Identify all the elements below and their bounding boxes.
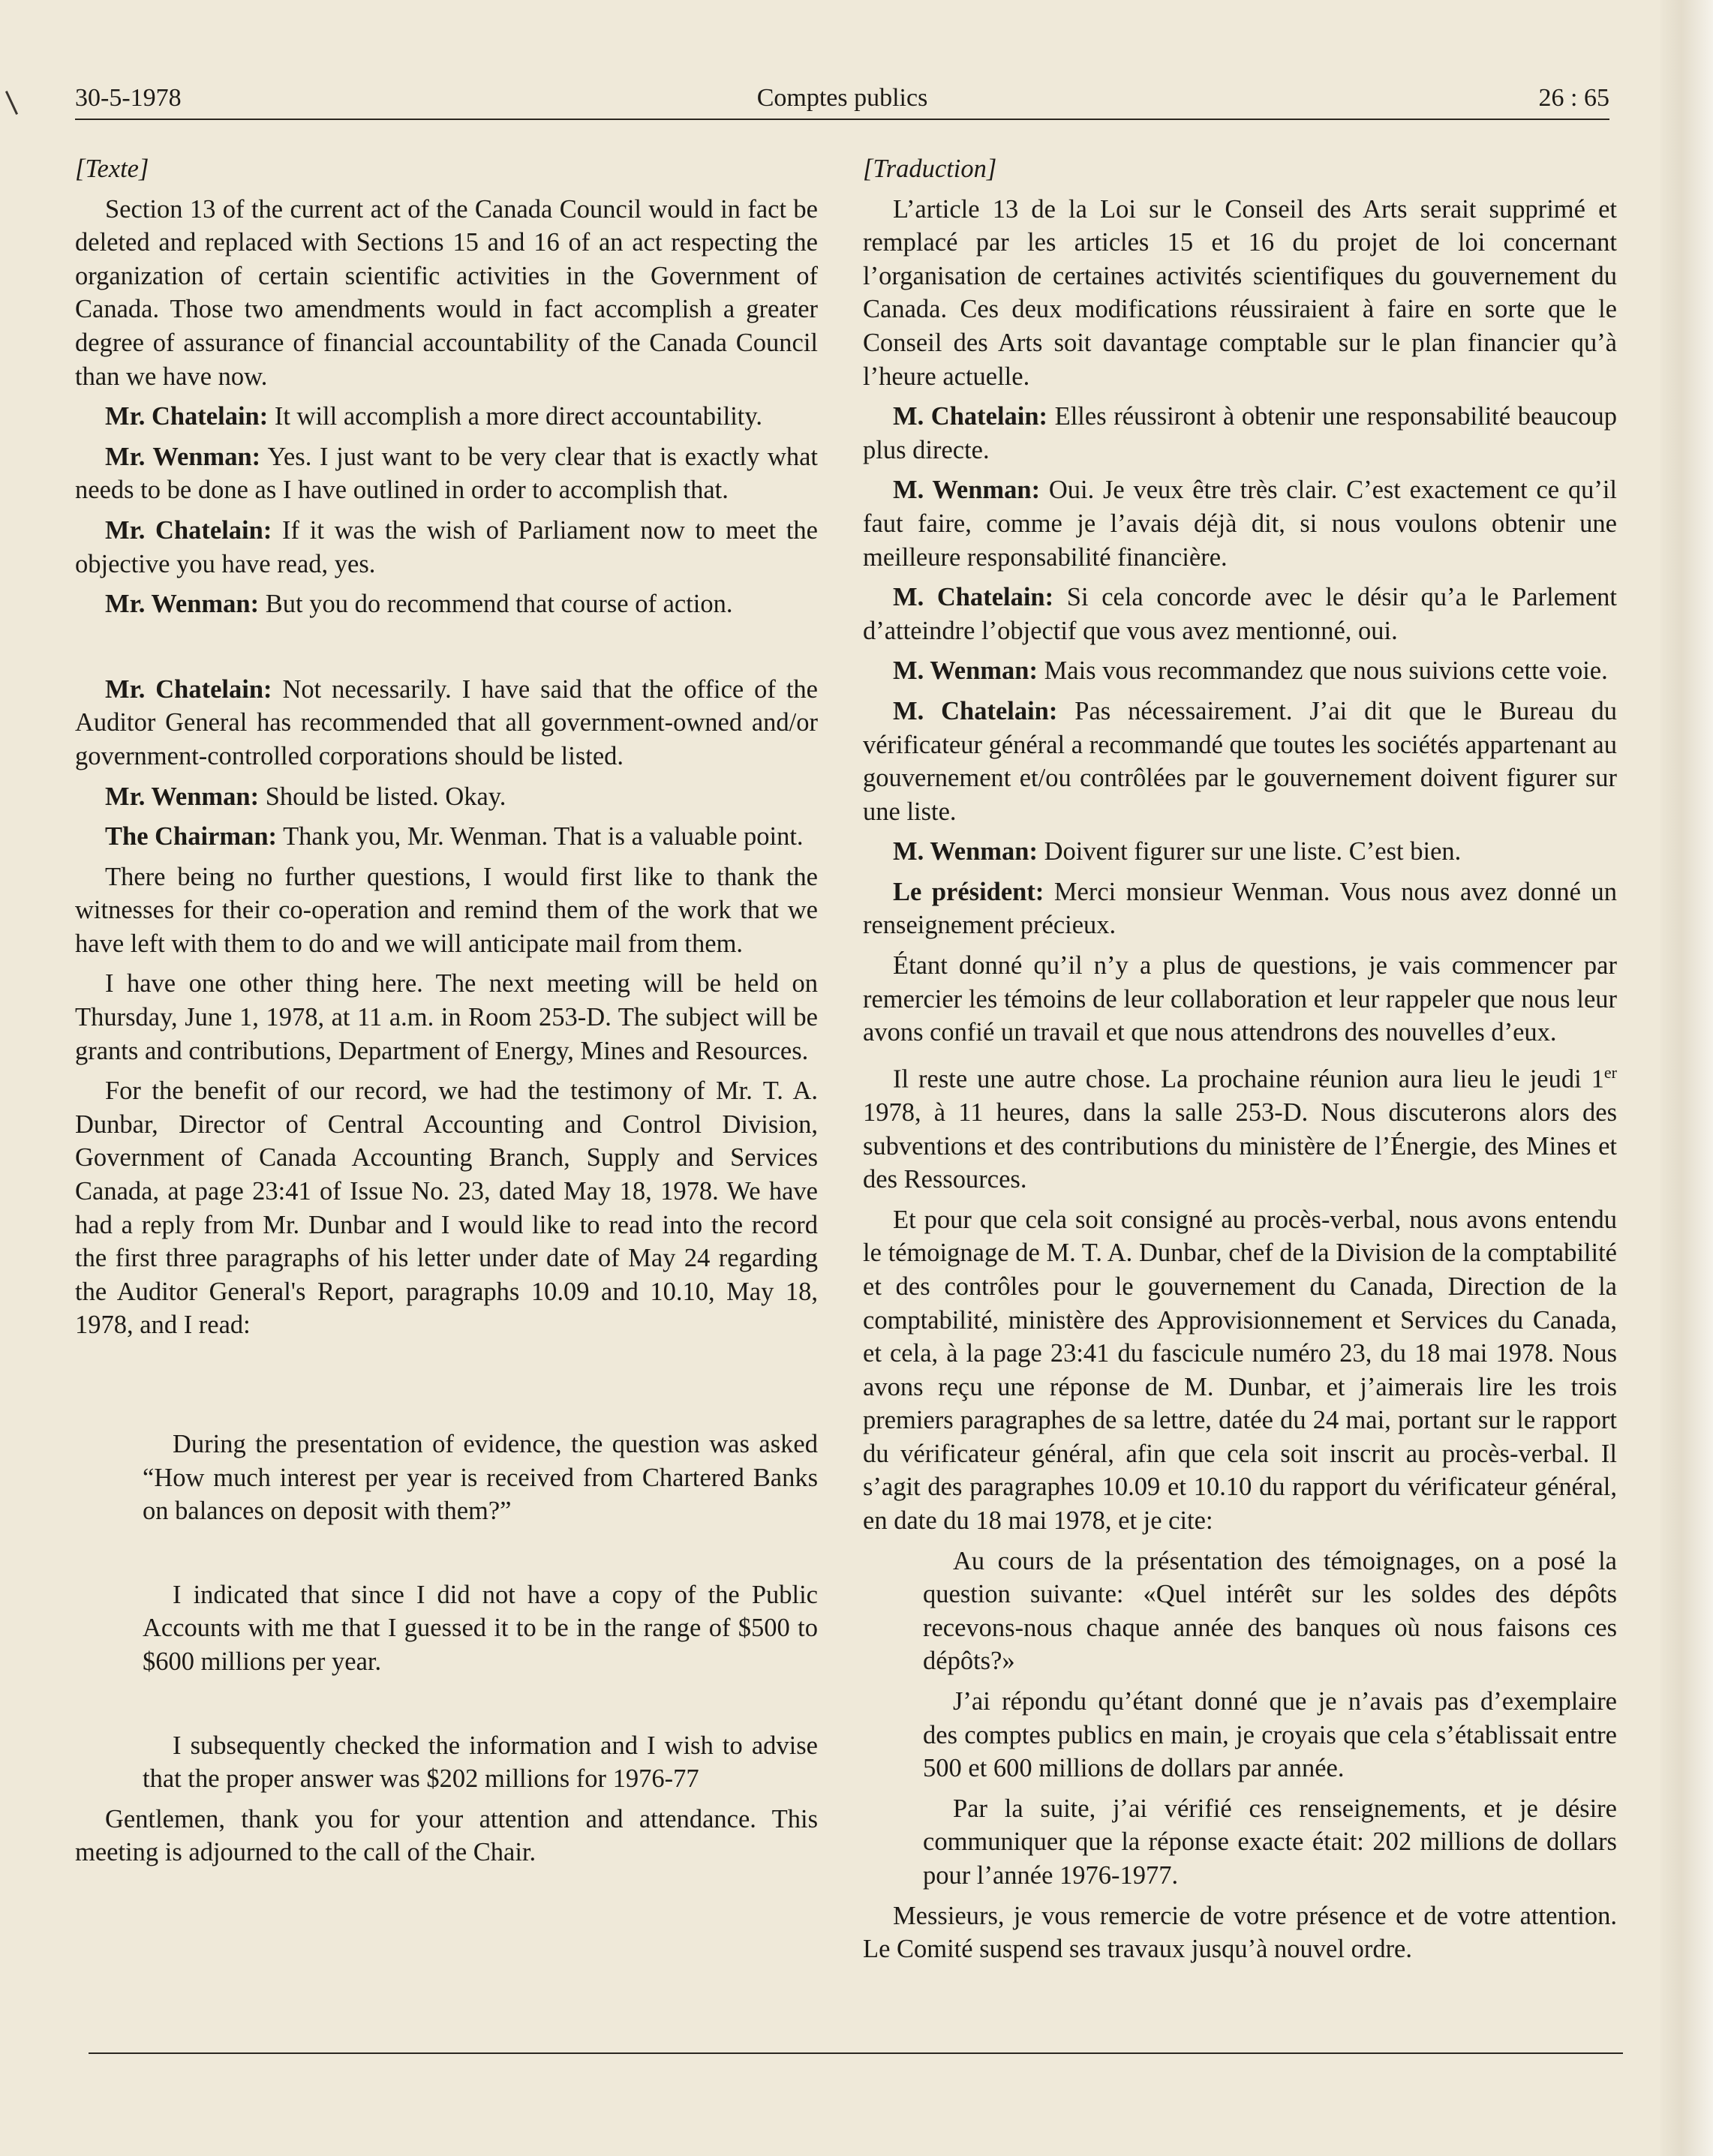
speech-text: Doivent figurer sur une liste. C’est bien. xyxy=(1037,837,1462,866)
speech-text: Oui. Je veux être très clair. C’est exactement ce qu’il faut faire, comme je l’avais déjà dit, si nous voulons obtenir une meilleure responsabilité financière. xyxy=(863,476,1618,572)
speaker-name: M. Chatelain: xyxy=(893,583,1054,612)
quote-paragraph: Par la suite, j’ai vérifié ces renseignements, et je désire communiquer que la réponse exacte était: 202 millions de dollars pour l’année 1976-1977. xyxy=(923,1794,1617,1890)
paragraph xyxy=(75,820,818,854)
paragraph xyxy=(863,400,1617,467)
paragraph xyxy=(863,875,1617,942)
quote-paragraph: I subsequently checked the information and I wish to advise that the proper answer was $202 millions for 1976-77 xyxy=(143,1731,818,1794)
header-title: Comptes publics xyxy=(756,84,928,112)
header-date: 30-5-1978 xyxy=(75,84,182,112)
speech-text: Yes. I just want to be very clear that is exactly what needs to be done as I have outlined in order to accomplish that. xyxy=(75,442,818,505)
paragraph xyxy=(75,673,818,773)
speaker-name: Le président: xyxy=(893,877,1044,906)
speaker-name: The Chairman: xyxy=(105,822,278,851)
speaker-name: M. Wenman: xyxy=(893,837,1038,866)
speaker-name: M. Wenman: xyxy=(893,476,1041,505)
paragraph: I have one other thing here. The next meeting will be held on Thursday, June 1, 1978, at 11 a.m. in Room 253-D. The subject will be grants and contributions, Department of Energy, Mines and Resources. xyxy=(75,969,818,1065)
margin-mark xyxy=(5,91,18,115)
paragraph xyxy=(863,1056,1617,1197)
quote-paragraph: I indicated that since I did not have a copy of the Public Accounts with me that I guessed it to be in the range of $500 to $600 millions per year. xyxy=(143,1580,818,1676)
english-column xyxy=(75,152,818,1876)
paragraph xyxy=(75,440,818,507)
superscript: er xyxy=(1603,1062,1617,1082)
paragraph: There being no further questions, I would first like to thank the witnesses for their co-operation and remind them of the work that we have left with them to do and we will anticipate mail from them. xyxy=(75,862,818,958)
letter-quote xyxy=(863,1545,1617,1893)
paragraph-text: Il reste une autre chose. La prochaine réunion aura lieu le jeudi 1 xyxy=(893,1064,1604,1094)
column-label: [Traduction] xyxy=(863,155,997,183)
speech-text: Not necessarily. I have said that the office of the Auditor General has recommended that all government-owned and/or government-controlled corporations should be listed. xyxy=(75,674,818,770)
speech-text: It will accomplish a more direct accountability. xyxy=(268,402,763,431)
paragraph xyxy=(863,473,1617,574)
speech-text: Merci monsieur Wenman. Vous nous avez donné un renseignement précieux. xyxy=(863,877,1617,940)
speech-text: Thank you, Mr. Wenman. That is a valuable point. xyxy=(277,822,804,851)
page-edge-shadow xyxy=(1660,0,1713,2156)
french-column xyxy=(863,152,1617,1973)
paragraph xyxy=(75,514,818,581)
speaker-name: M. Chatelain: xyxy=(893,696,1058,725)
speech-text: Mais vous recommandez que nous suivions cette voie. xyxy=(1037,656,1608,686)
speaker-name: Mr. Chatelain: xyxy=(105,402,269,431)
speaker-name: Mr. Chatelain: xyxy=(105,515,272,545)
paragraph xyxy=(75,780,818,814)
paragraph: For the benefit of our record, we had the testimony of Mr. T. A. Dunbar, Director of Central Accounting and Control Division, Government of Canada Accounting Branch, Supply and Services Canada, at page 23:41 of Issue No. 23, dated May 18, 1978. We have had a reply from Mr. Dunbar and I would like to read into the record the first three paragraphs of his letter under date of May 24 regarding the Auditor General's Report, paragraphs 10.09 and 10.10, May 18, 1978, and I read: xyxy=(75,1076,818,1340)
paragraph: Gentlemen, thank you for your attention and attendance. This meeting is adjourned to the call of the Chair. xyxy=(75,1804,818,1867)
header-page-number: 26 : 65 xyxy=(1538,84,1609,112)
speaker-name: Mr. Wenman: xyxy=(105,782,260,811)
speech-text: If it was the wish of Parliament now to meet the objective you have read, yes. xyxy=(75,515,818,578)
quote-paragraph: J’ai répondu qu’étant donné que je n’avais pas d’exemplaire des comptes publics en main, je croyais que cela s’établissait entre 500 et 600 millions de dollars par année. xyxy=(923,1687,1617,1783)
speaker-name: M. Wenman: xyxy=(893,656,1038,686)
speech-text: Si cela concorde avec le désir qu’a le Parlement d’atteindre l’objectif que vous avez mentionné, oui. xyxy=(863,583,1617,645)
paragraph: Messieurs, je vous remercie de votre présence et de votre attention. Le Comité suspend ses travaux jusqu’à nouvel ordre. xyxy=(863,1901,1617,1964)
footer-rule xyxy=(89,2052,1623,2054)
paragraph xyxy=(863,654,1617,688)
paragraph: Et pour que cela soit consigné au procès-verbal, nous avons entendu le témoignage de M. T. A. Dunbar, chef de la Division de la comptabilité et des contrôles pour le gouvernement du Canada, Direction de la comptabilité, ministère des Approvisionnement et Services du Canada, et cela, à la page 23:41 du fascicule numéro 23, du 18 mai 1978. Nous avons reçu une réponse de M. Dunbar, et j’aimerais lire les trois premiers paragraphes de sa lettre, datée du 24 mai, portant sur le rapport du vérificateur général, afin que cela soit inscrit au procès-verbal. Il s’agit des paragraphes 10.09 et 10.10 du rapport du vérificateur général, en date du 18 mai 1978, et je cite: xyxy=(863,1205,1617,1536)
speech-text: Elles réussiront à obtenir une responsabilité beaucoup plus directe. xyxy=(863,402,1617,464)
paragraph: L’article 13 de la Loi sur le Conseil des Arts serait supprimé et remplacé par les articles 15 et 16 du projet de loi concernant l’organisation de certaines activités scientifiques du gouvernement du Canada. Ces deux modifications réussiraient à faire en sorte que le Conseil des Arts soit davantage comptable sur le plan financier qu’à l’heure actuelle. xyxy=(863,194,1617,391)
speech-text: But you do recommend that course of action. xyxy=(259,590,733,619)
paragraph xyxy=(75,400,818,434)
speaker-name: M. Chatelain: xyxy=(893,402,1048,431)
column-label: [Texte] xyxy=(75,155,149,183)
speaker-name: Mr. Chatelain: xyxy=(105,674,272,704)
speech-text: Should be listed. Okay. xyxy=(259,782,506,811)
speaker-name: Mr. Wenman: xyxy=(105,442,261,471)
speech-text: Pas nécessairement. J’ai dit que le Bureau du vérificateur général a recommandé que toutes les sociétés appartenant au gouvernement et/ou contrôlées par le gouvernement doivent figurer sur une liste. xyxy=(863,696,1617,826)
paragraph: Étant donné qu’il n’y a plus de questions, je vais commencer par remercier les témoins de leur collaboration et leur rappeler que nous leur avons confié un travail et que nous attendrons des nouvelles d’eux. xyxy=(863,951,1617,1047)
paragraph-text: 1978, à 11 heures, dans la salle 253-D. Nous discuterons alors des subventions et des contributions du ministère de l’Énergie, des Mines et des Ressources. xyxy=(863,1098,1617,1194)
letter-quote xyxy=(75,1428,818,1796)
paragraph xyxy=(863,695,1617,828)
quote-paragraph: Au cours de la présentation des témoignages, on a posé la question suivante: «Quel intérêt sur les soldes des dépôts recevons-nous chaque année des banques où nous faisons ces dépôts?» xyxy=(923,1546,1617,1676)
paragraph xyxy=(863,581,1617,647)
running-header xyxy=(75,74,1609,120)
paragraph xyxy=(75,587,818,621)
paragraph xyxy=(863,835,1617,869)
quote-paragraph: During the presentation of evidence, the question was asked “How much interest per year is received from Chartered Banks on balances on deposit with them?” xyxy=(143,1430,818,1526)
paragraph: Section 13 of the current act of the Canada Council would in fact be deleted and replaced with Sections 15 and 16 of an act respecting the organization of certain scientific activities in the Government of Canada. Those two amendments would in fact accomplish a greater degree of assurance of financial accountability of the Canada Council than we have now. xyxy=(75,194,818,391)
speaker-name: Mr. Wenman: xyxy=(105,590,260,619)
